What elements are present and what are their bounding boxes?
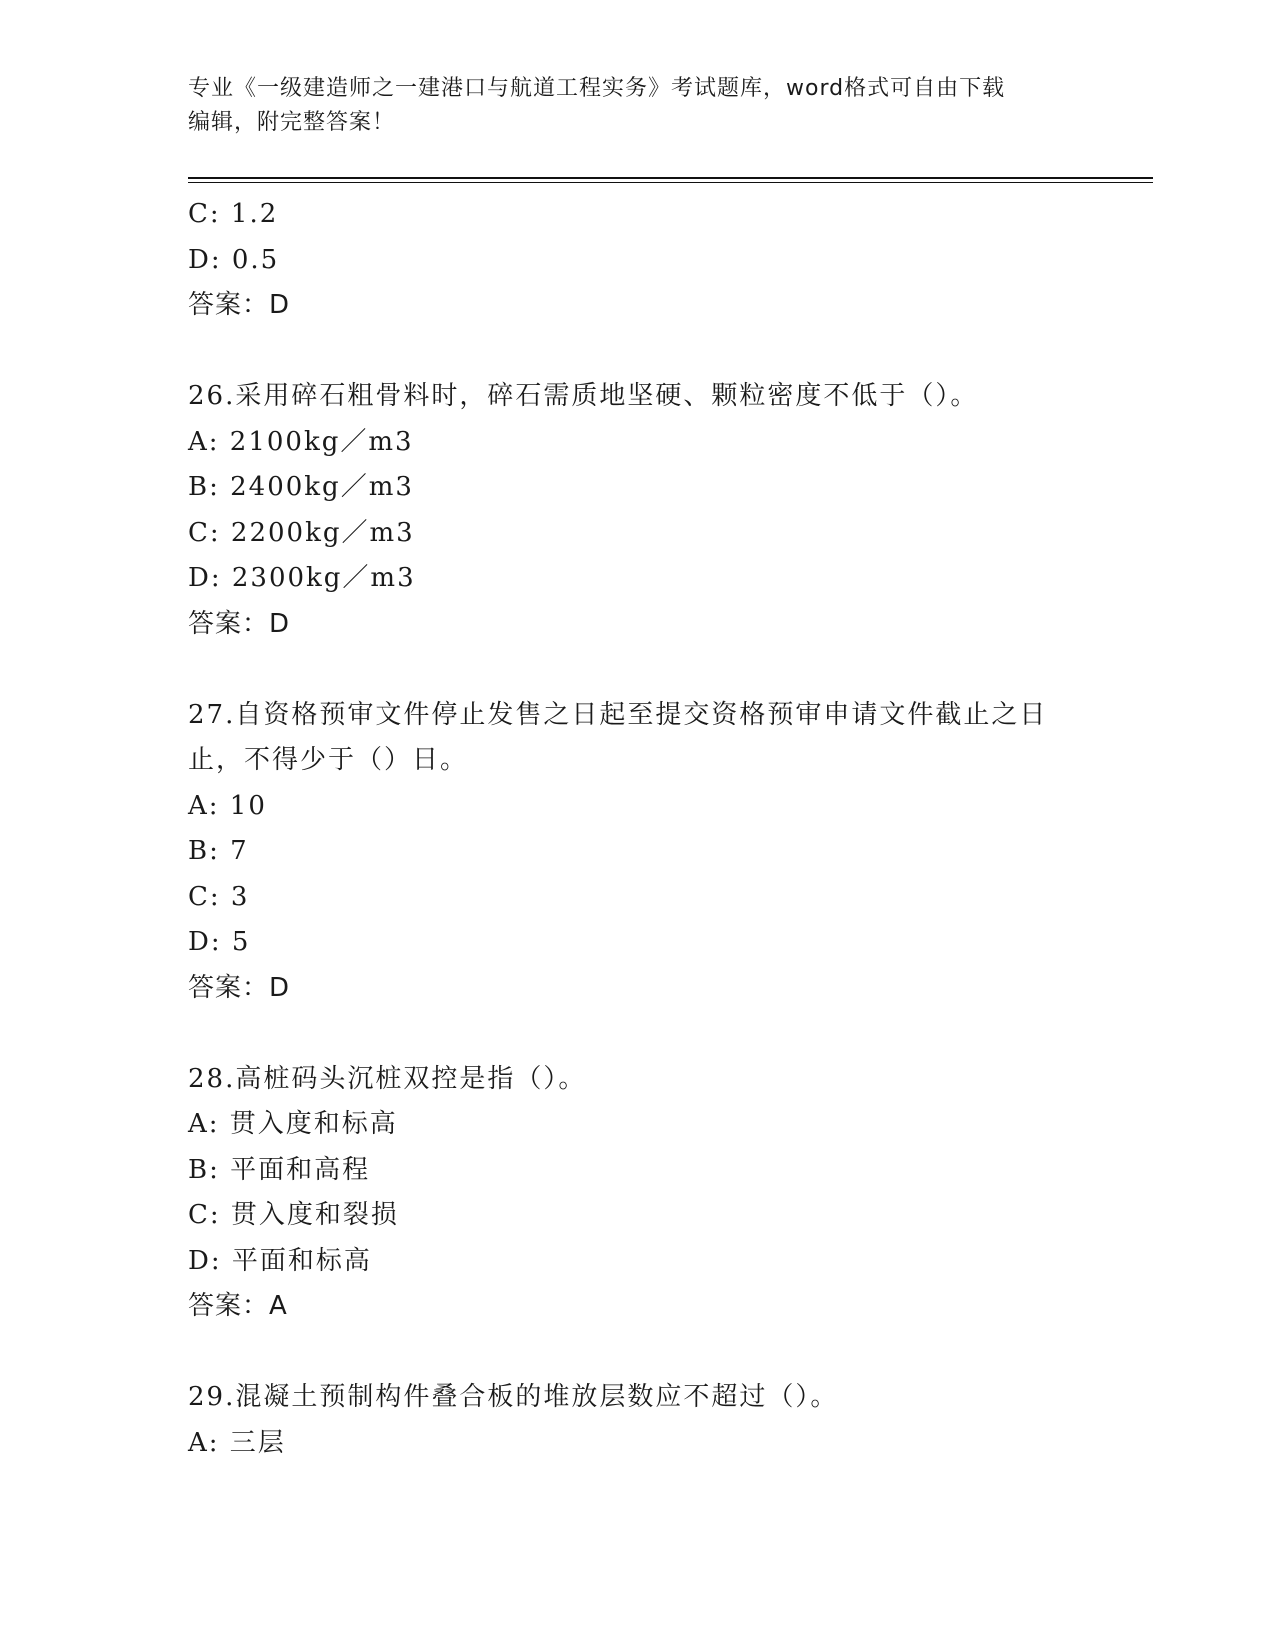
answer-line: 答案：A (188, 1291, 288, 1321)
header-line-1: 专业《一级建造师之一建港口与航道工程实务》考试题库，word格式可自由下载 (188, 76, 1006, 101)
question-27 (188, 693, 1088, 1012)
option-c: C: 贯入度和裂损 (188, 1200, 399, 1230)
option-b: B: 平面和高程 (188, 1154, 371, 1185)
answer-line: 答案：D (188, 290, 291, 320)
option-c: C: 3 (188, 881, 250, 912)
option-c: C: 2200kg／m3 (188, 517, 415, 548)
question-text: 29.混凝土预制构件叠合板的堆放层数应不超过（）。 (188, 1382, 839, 1412)
option-d: D: 5 (188, 927, 251, 957)
option-d: D: 0.5 (188, 244, 280, 275)
spacer (188, 329, 1088, 375)
question-text-line-2: 止，不得少于（）日。 (188, 745, 469, 775)
option-b: B: 7 (188, 836, 249, 866)
question-text: 26.采用碎石粗骨料时，碎石需质地坚硬、颗粒密度不低于（）。 (188, 381, 979, 411)
option-a: A: 三层 (188, 1427, 286, 1458)
answer-line: 答案：D (188, 608, 291, 639)
option-b: B: 2400kg／m3 (188, 472, 414, 502)
header-divider-thin (188, 182, 1153, 183)
header-divider-thick (188, 177, 1153, 179)
question-26 (188, 374, 1088, 647)
question-25-tail (188, 192, 1088, 329)
spacer (188, 647, 1088, 693)
option-d: D: 2300kg／m3 (188, 563, 416, 593)
option-d: D: 平面和标高 (188, 1245, 372, 1276)
document-header (188, 72, 1068, 140)
option-a: A: 10 (188, 790, 267, 821)
question-29 (188, 1375, 1088, 1466)
question-28 (188, 1057, 1088, 1330)
option-a: A: 2100kg／m3 (188, 426, 414, 457)
question-text: 28.高桩码头沉桩双控是指（）。 (188, 1063, 587, 1094)
question-content (188, 192, 1088, 1466)
option-c: C: 1.2 (188, 199, 279, 229)
option-a: A: 贯入度和标高 (188, 1109, 398, 1139)
question-text-line-1: 27.自资格预审文件停止发售之日起至提交资格预审申请文件截止之日 (188, 699, 1048, 730)
spacer (188, 1330, 1088, 1376)
header-line-2: 编辑，附完整答案！ (188, 110, 396, 135)
spacer (188, 1011, 1088, 1057)
answer-line: 答案：D (188, 972, 291, 1003)
